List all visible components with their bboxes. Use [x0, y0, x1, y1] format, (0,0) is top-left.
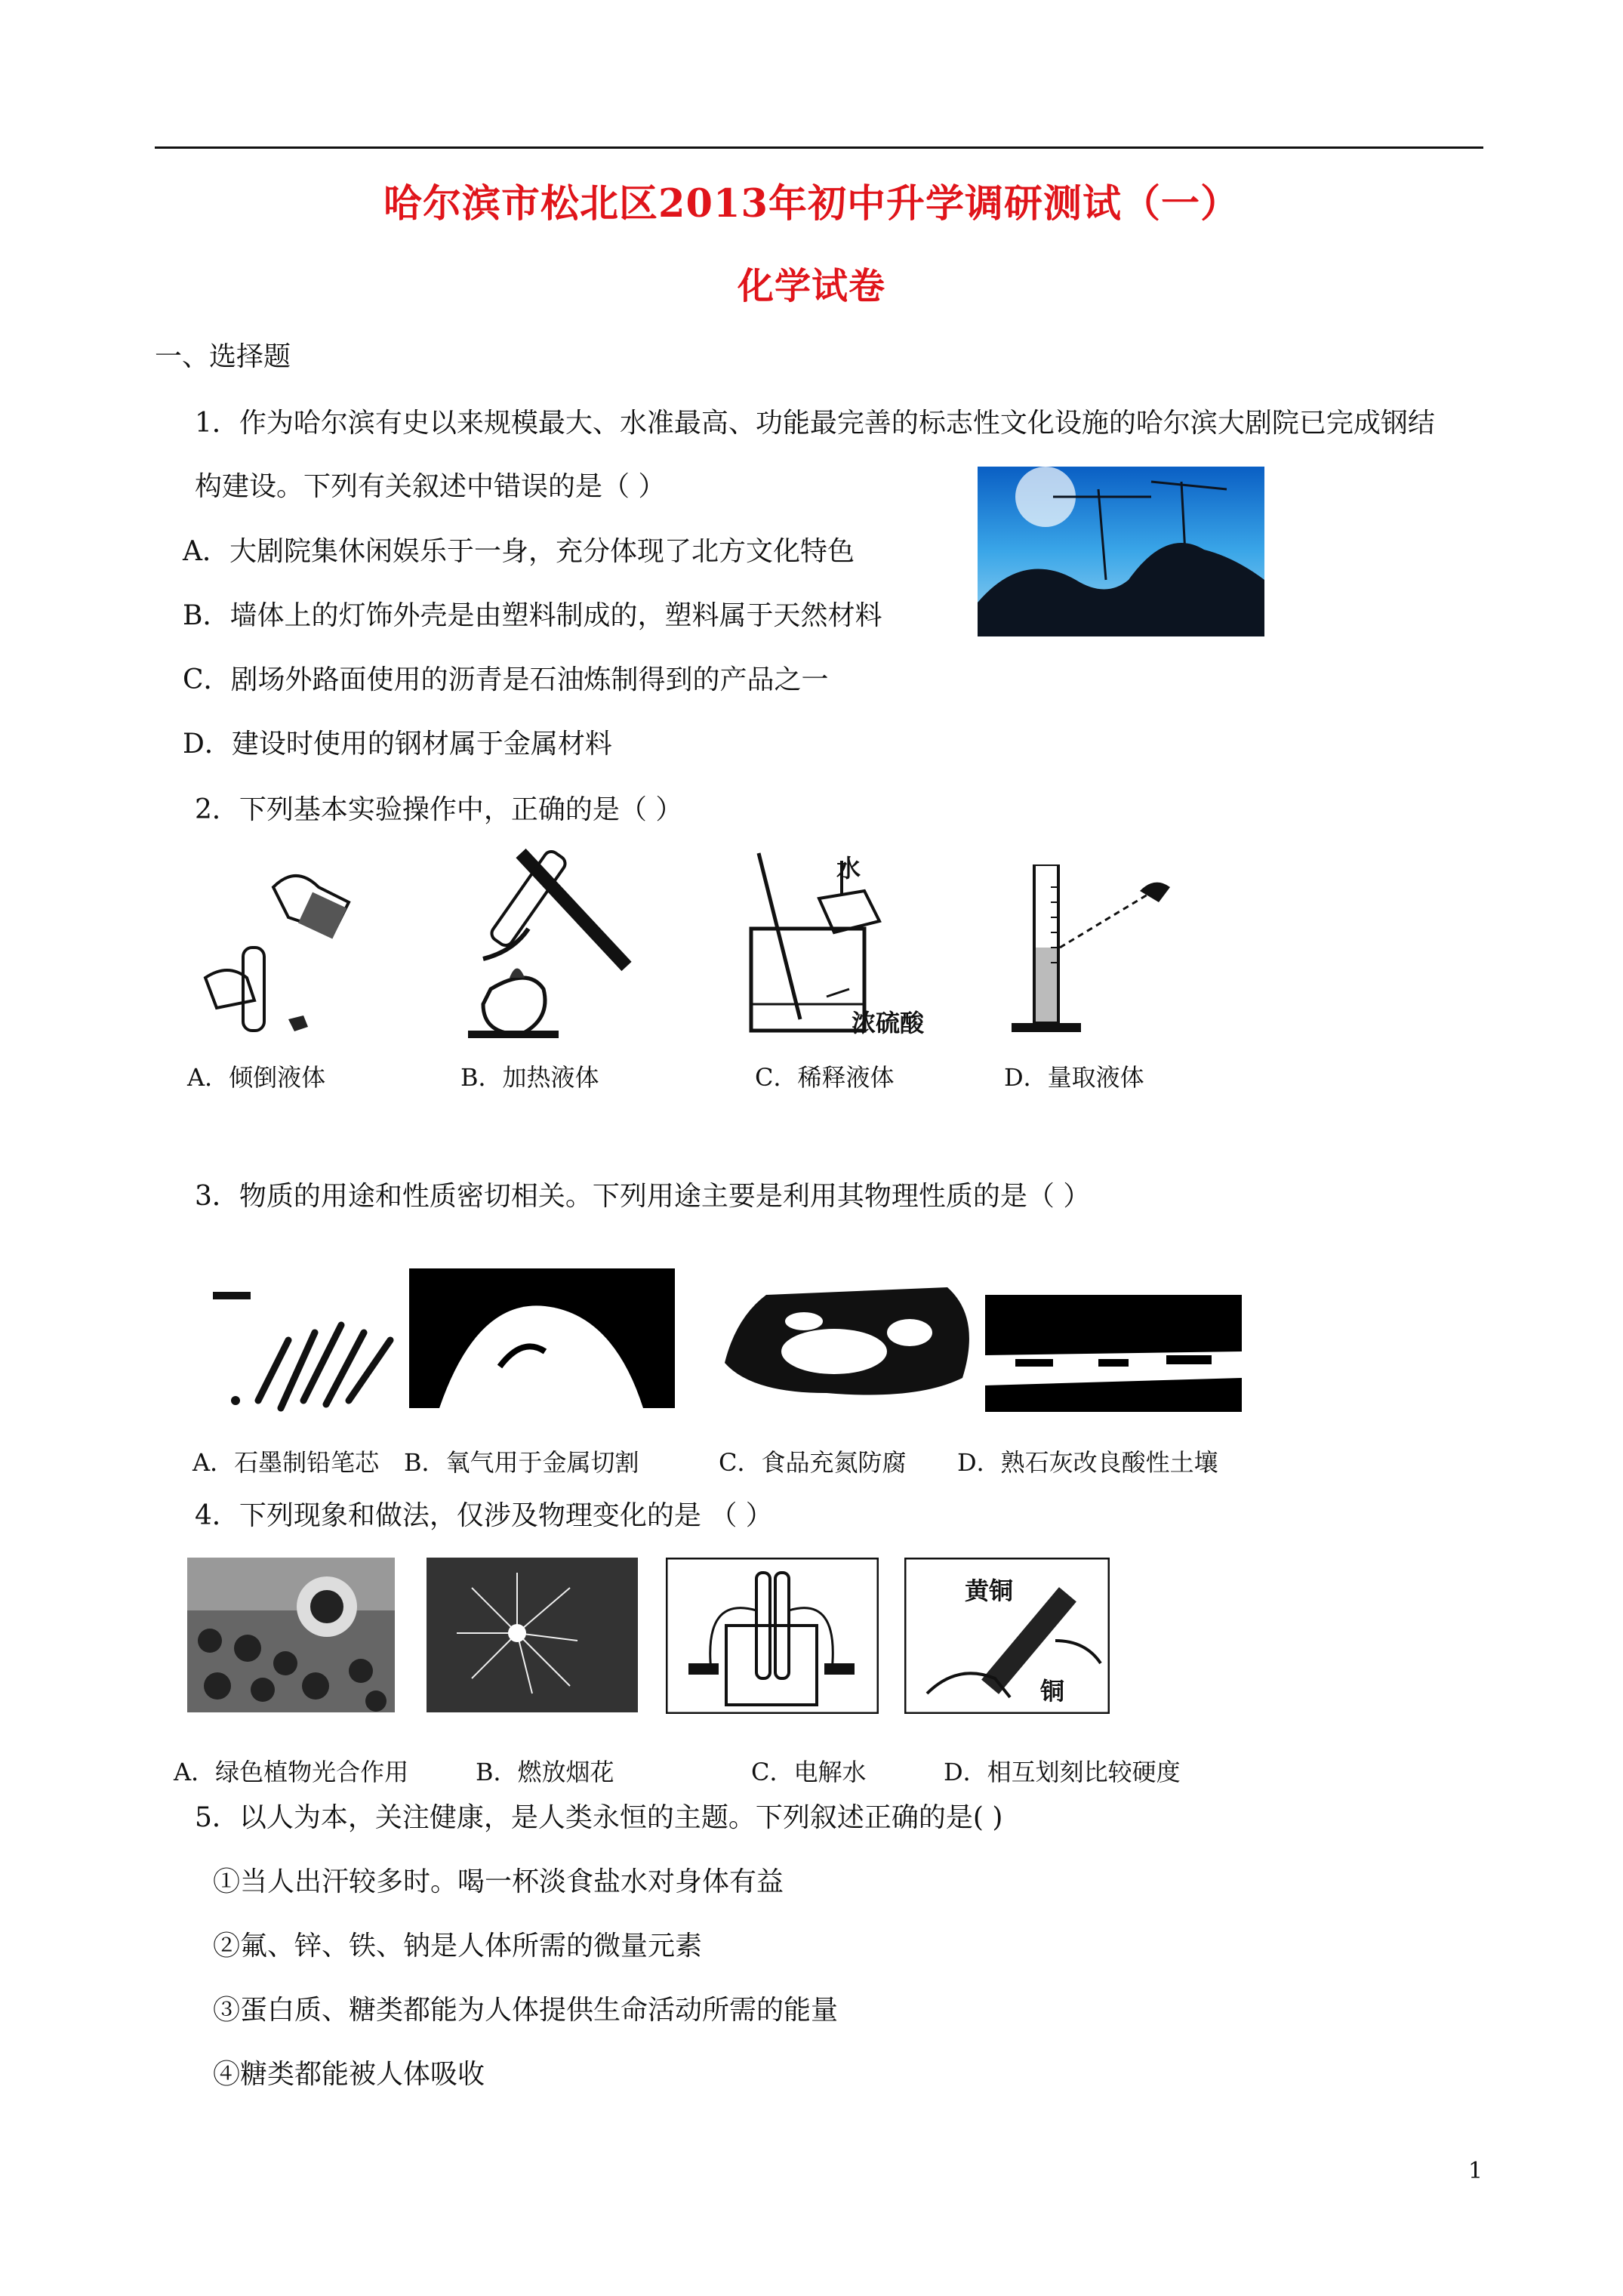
q4-stem: 4．下列现象和做法，仅涉及物理变化的是 （ ）: [195, 1500, 773, 1531]
q4-caption-b: B．燃放烟花: [476, 1758, 614, 1786]
page-title: 哈尔滨市松北区2013年初中升学调研测试（一）: [383, 181, 1240, 227]
q3-caption-c: C．食品充氮防腐: [719, 1448, 907, 1477]
q1-stem-line1: 1．作为哈尔滨有史以来规模最大、水准最高、功能最完善的标志性文化设施的哈尔滨大剧院已完成钢结: [195, 408, 1435, 439]
q1-option-d: D．建设时使用的钢材属于金属材料: [183, 729, 612, 760]
q2-caption-c: C．稀释液体: [755, 1063, 895, 1092]
header-rule: [155, 146, 1483, 149]
slaked-lime-soil-photo: [985, 1272, 1242, 1412]
nitrogen-packaging-photo: [721, 1287, 981, 1404]
q4-caption-c: C．电解水: [751, 1758, 867, 1786]
q3-caption-b: B．氧气用于金属切割: [404, 1448, 639, 1477]
q4-caption-d: D．相互划刻比较硬度: [944, 1758, 1181, 1786]
section-label: 一、选择题: [155, 341, 291, 372]
q5-item-4: ④糖类都能被人体吸收: [213, 2059, 485, 2090]
q5-item-2: ②氟、锌、铁、钠是人体所需的微量元素: [213, 1931, 703, 1962]
conc-acid-label: 浓硫酸: [852, 1009, 925, 1037]
page-number: 1: [1468, 2158, 1483, 2184]
q1-option-c: C．剧场外路面使用的沥青是石油炼制得到的产品之一: [183, 664, 829, 695]
fireworks-photo: [427, 1558, 638, 1712]
heat-liquid-figure: [438, 838, 642, 1049]
q2-caption-d: D．量取液体: [1004, 1063, 1144, 1092]
q5-stem: 5．以人为本，关注健康，是人类永恒的主题。下列叙述正确的是( ): [195, 1802, 1003, 1833]
copper-label: 铜: [1040, 1677, 1065, 1706]
oxygen-cutting-photo: [409, 1268, 675, 1408]
q3-stem: 3．物质的用途和性质密切相关。下列用途主要是利用其物理性质的是（ ）: [195, 1181, 1091, 1212]
q2-stem: 2．下列基本实验操作中，正确的是（ ）: [195, 794, 683, 825]
q4-caption-a: A．绿色植物光合作用: [174, 1758, 409, 1786]
measure-liquid-figure: [1012, 864, 1185, 1042]
pour-liquid-figure: [198, 857, 364, 1042]
q2-caption-b: B．加热液体: [460, 1063, 599, 1092]
electrolysis-figure: [666, 1558, 879, 1714]
brass-label: 黄铜: [965, 1576, 1014, 1605]
q5-item-3: ③蛋白质、糖类都能为人体提供生命活动所需的能量: [213, 1995, 839, 2026]
grand-theatre-photo: [978, 467, 1264, 636]
page-subtitle: 化学试卷: [737, 265, 885, 307]
q1-option-a: A．大剧院集休闲娱乐于一身，充分体现了北方文化特色: [183, 536, 855, 567]
q3-caption-d: D．熟石灰改良酸性土壤: [957, 1448, 1218, 1477]
graphite-pencil-photo: [213, 1287, 402, 1423]
water-label: 水: [836, 854, 861, 883]
sunflower-photo: [187, 1558, 395, 1712]
q2-caption-a: A．倾倒液体: [187, 1063, 326, 1092]
q5-item-1: ①当人出汗较多时。喝一杯淡食盐水对身体有益: [213, 1866, 784, 1897]
q1-stem-line2: 构建设。下列有关叙述中错误的是（ ）: [195, 471, 666, 502]
q1-option-b: B．墙体上的灯饰外壳是由塑料制成的，塑料属于天然材料: [183, 600, 882, 631]
q3-caption-a: A．石墨制铅笔芯: [192, 1448, 380, 1477]
